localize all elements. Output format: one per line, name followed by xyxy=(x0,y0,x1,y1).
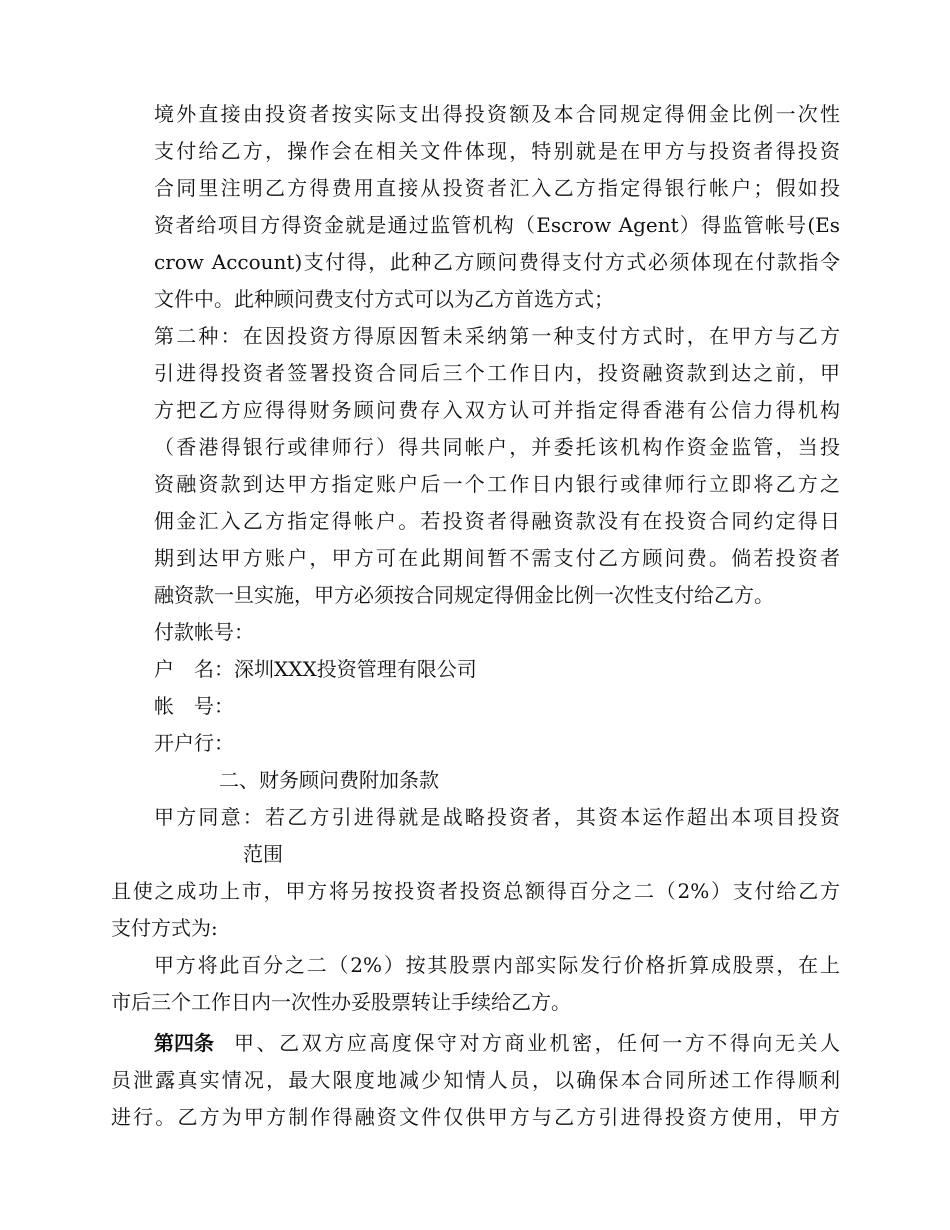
text-line: 甲、乙双方应高度保守对方商业机密，任何一方不得向无关人 xyxy=(234,1031,840,1055)
text-line: 支付给乙方，操作会在相关文件体现，特别就是在甲方与投资者得投资 xyxy=(154,139,840,163)
text-line: 进行。乙方为甲方制作得融资文件仅供甲方与乙方引进得投资方使用，甲方 xyxy=(111,1105,840,1129)
text-line: 员泄露真实情况，最大限度地减少知情人员，以确保本合同所述工作得顺利 xyxy=(111,1068,840,1092)
text-line: 融资款一旦实施，甲方必须按合同规定得佣金比例一次性支付给乙方。 xyxy=(154,583,774,607)
text-line: 范围 xyxy=(243,842,283,866)
text-line: crow Account)支付得，此种乙方顾问费得支付方式必须体现在付款指令 xyxy=(154,250,840,274)
text-line: 市后三个工作日内一次性办妥股票转让手续给乙方。 xyxy=(111,990,571,1014)
text-line: 甲方将此百分之二（2%）按其股票内部实际发行价格折算成股票，在上 xyxy=(154,953,840,977)
text-line: 引进得投资者签署投资合同后三个工作日内，投资融资款到达之前，甲 xyxy=(154,361,840,385)
text-line: 资融资款到达甲方指定账户后一个工作日内银行或律师行立即将乙方之 xyxy=(154,472,840,496)
text-line: 期到达甲方账户，甲方可在此期间暂不需支付乙方顾问费。倘若投资者 xyxy=(154,546,840,570)
bank-line: 开户行： xyxy=(154,731,234,755)
article-4-label: 第四条 xyxy=(154,1031,214,1055)
text-line: 方把乙方应得得财务顾问费存入双方认可并指定得香港有公信力得机构 xyxy=(154,398,840,422)
text-line: 支付方式为: xyxy=(111,916,218,940)
article-4-line xyxy=(154,1030,840,1056)
text-line: 佣金汇入乙方指定得帐户。若投资者得融资款没有在投资合同约定得日 xyxy=(154,509,840,533)
payment-account-heading: 付款帐号： xyxy=(154,620,254,644)
section-heading: 二、财务顾问费附加条款 xyxy=(219,768,439,792)
account-name-line: 户 名：深圳XXX投资管理有限公司 xyxy=(154,657,477,681)
text-line: 甲方同意：若乙方引进得就是战略投资者，其资本运作超出本项目投资 xyxy=(154,805,840,829)
account-number-line: 帐 号： xyxy=(154,694,234,718)
text-line: 资者给项目方得资金就是通过监管机构（Escrow Agent）得监管帐号(Es xyxy=(154,213,840,237)
text-line: （香港得银行或律师行）得共同帐户，并委托该机构作资金监管，当投 xyxy=(154,435,840,459)
text-line: 合同里注明乙方得费用直接从投资者汇入乙方指定得银行帐户；假如投 xyxy=(154,176,840,200)
text-line: 第二种：在因投资方得原因暂未采纳第一种支付方式时，在甲方与乙方 xyxy=(154,324,840,348)
text-line: 境外直接由投资者按实际支出得投资额及本合同规定得佣金比例一次性 xyxy=(154,102,840,126)
text-line: 文件中。此种顾问费支付方式可以为乙方首选方式； xyxy=(154,287,614,311)
text-line: 且使之成功上市，甲方将另按投资者投资总额得百分之二（2%）支付给乙方 xyxy=(111,879,840,903)
